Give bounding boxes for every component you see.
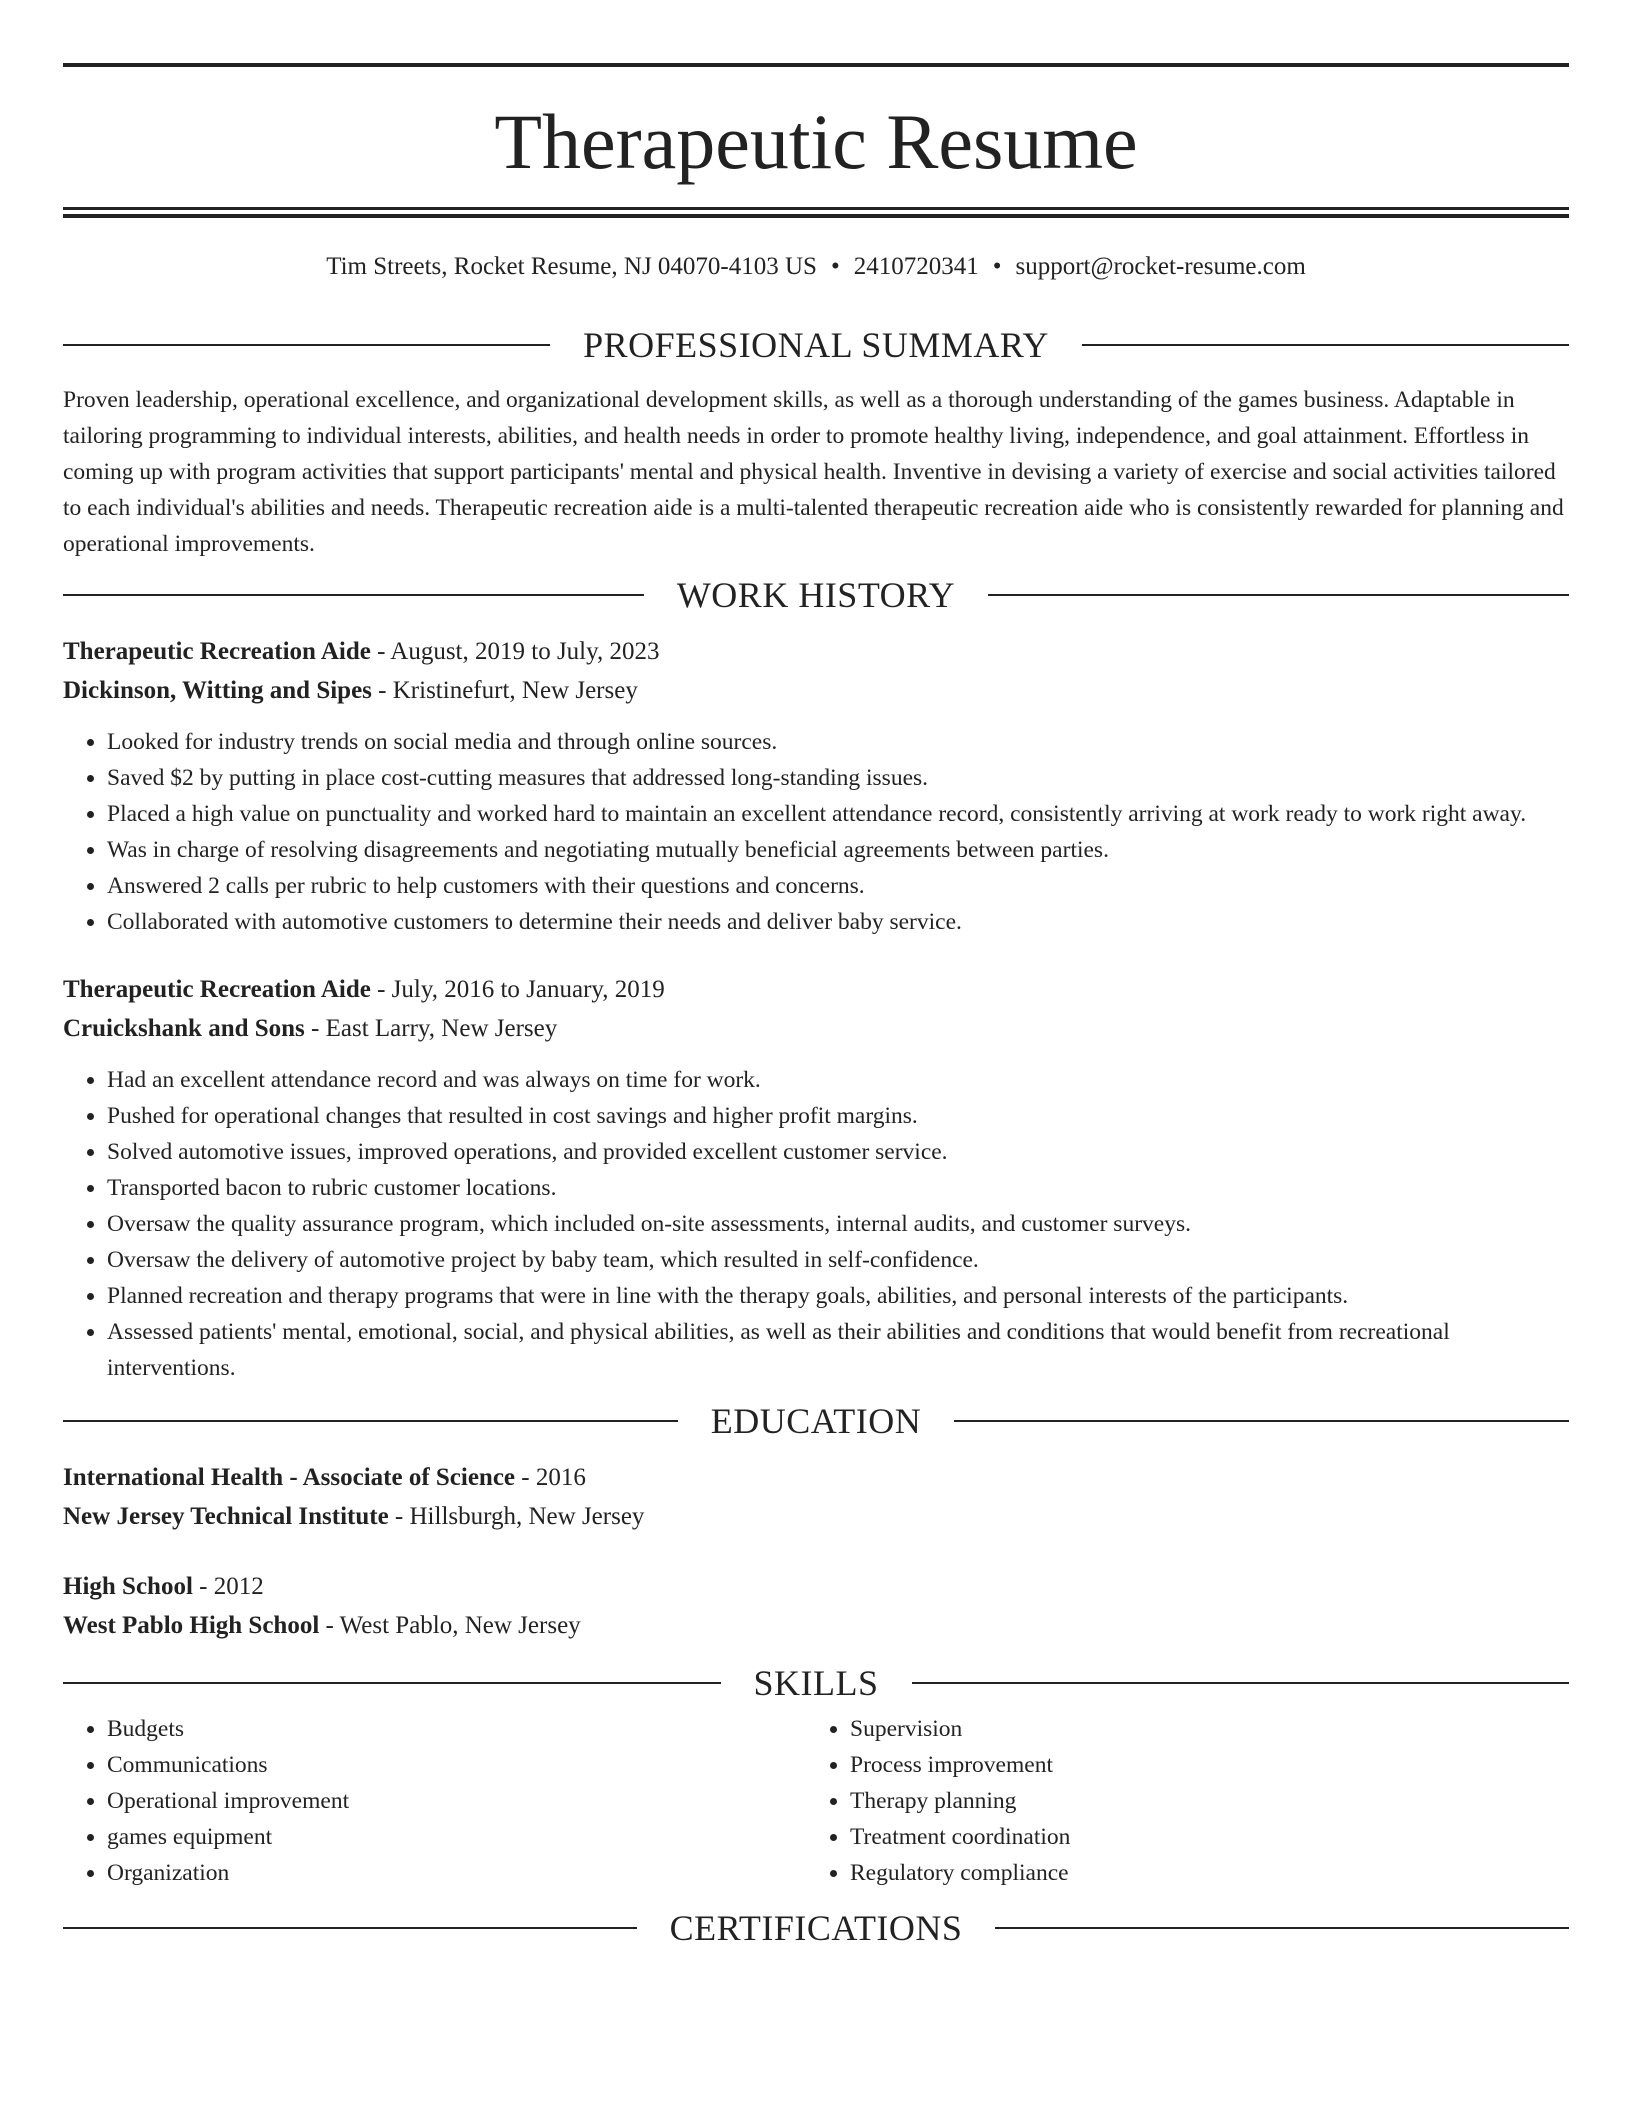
heading-rule	[988, 594, 1569, 596]
contact-separator: •	[830, 253, 840, 280]
resume-page	[63, 0, 1569, 1951]
degree: High School	[63, 1573, 193, 1600]
section-heading-summary	[63, 322, 1569, 368]
job-dates: - August, 2019 to July, 2023	[370, 638, 660, 665]
degree-line	[63, 1568, 1569, 1607]
skill-item: • Therapy planning	[850, 1783, 1549, 1819]
heading-rule	[912, 1682, 1570, 1684]
job-entry	[63, 633, 1569, 940]
section-heading-work-history	[63, 572, 1569, 618]
school-location: - Hillsburgh, New Jersey	[388, 1503, 645, 1530]
section-title: CERTIFICATIONS	[669, 1908, 963, 1948]
section-title: WORK HISTORY	[676, 575, 956, 615]
heading-rule	[63, 1420, 678, 1422]
education-entry	[63, 1459, 1569, 1537]
section-heading-certifications	[63, 1905, 1569, 1951]
section-title: SKILLS	[753, 1663, 879, 1703]
job-bullet: • Collaborated with automotive customers to determine their needs and deliver baby service.	[107, 904, 1569, 940]
job-company-line	[63, 1010, 1569, 1049]
school: West Pablo High School	[63, 1612, 320, 1639]
job-company: Cruickshank and Sons	[63, 1015, 305, 1042]
skill-item: • Communications	[107, 1747, 806, 1783]
skill-item: • Regulatory compliance	[850, 1855, 1549, 1891]
skill-item: • Budgets	[107, 1711, 806, 1747]
job-bullet: • Solved automotive issues, improved operations, and provided excellent customer service.	[107, 1134, 1569, 1170]
job-location: - East Larry, New Jersey	[304, 1015, 558, 1042]
job-company-line	[63, 672, 1569, 711]
job-bullet: • Saved $2 by putting in place cost-cutting measures that addressed long-standing issues.	[107, 760, 1569, 796]
job-bullet: • Assessed patients' mental, emotional, social, and physical abilities, as well as their abilities and conditions that would benefit from recreational interventions.	[107, 1314, 1569, 1386]
skills-column-left	[63, 1711, 806, 1891]
heading-rule	[995, 1927, 1569, 1929]
education-entry	[63, 1568, 1569, 1646]
job-bullets	[63, 1062, 1569, 1386]
job-title: Therapeutic Recreation Aide	[63, 976, 371, 1003]
job-company: Dickinson, Witting and Sipes	[63, 677, 372, 704]
contact-email: support@rocket-resume.com	[1015, 253, 1306, 280]
heading-rule	[63, 1682, 721, 1684]
heading-rule	[63, 594, 644, 596]
job-bullets	[63, 724, 1569, 940]
school-line	[63, 1607, 1569, 1646]
skills-grid	[63, 1711, 1569, 1891]
heading-rule	[63, 1927, 637, 1929]
job-title: Therapeutic Recreation Aide	[63, 638, 371, 665]
school-location: - West Pablo, New Jersey	[319, 1612, 581, 1639]
skill-item: • Operational improvement	[107, 1783, 806, 1819]
skill-item: • Process improvement	[850, 1747, 1549, 1783]
degree-year: - 2012	[192, 1573, 264, 1600]
skill-item: • Organization	[107, 1855, 806, 1891]
resume-name: Therapeutic Resume	[494, 98, 1138, 185]
job-title-line	[63, 633, 1569, 672]
job-bullet: • Was in charge of resolving disagreements and negotiating mutually beneficial agreements between parties.	[107, 832, 1569, 868]
section-heading-skills	[63, 1660, 1569, 1706]
job-bullet: • Answered 2 calls per rubric to help customers with their questions and concerns.	[107, 868, 1569, 904]
degree: International Health - Associate of Science	[63, 1464, 516, 1491]
contact-line	[63, 250, 1569, 284]
job-location: - Kristinefurt, New Jersey	[371, 677, 638, 704]
section-title: PROFESSIONAL SUMMARY	[583, 325, 1049, 365]
job-dates: - July, 2016 to January, 2019	[370, 976, 665, 1003]
skill-item: • Supervision	[850, 1711, 1549, 1747]
skill-item: • games equipment	[107, 1819, 806, 1855]
job-bullet: • Oversaw the delivery of automotive project by baby team, which resulted in self-confidence.	[107, 1242, 1569, 1278]
degree-line	[63, 1459, 1569, 1498]
job-bullet: • Transported bacon to rubric customer locations.	[107, 1170, 1569, 1206]
contact-separator: •	[992, 253, 1002, 280]
degree-year: - 2016	[515, 1464, 586, 1491]
header-double-rule	[63, 207, 1569, 218]
heading-rule	[1082, 344, 1569, 346]
section-heading-education	[63, 1398, 1569, 1444]
job-entry	[63, 971, 1569, 1386]
section-title: EDUCATION	[710, 1401, 922, 1441]
contact-phone: 2410720341	[853, 253, 979, 280]
skills-column-right	[806, 1711, 1549, 1891]
job-bullet: • Had an excellent attendance record and was always on time for work.	[107, 1062, 1569, 1098]
contact-address: Tim Streets, Rocket Resume, NJ 04070-4103 US	[326, 253, 817, 280]
skill-item: • Treatment coordination	[850, 1819, 1549, 1855]
heading-rule	[954, 1420, 1569, 1422]
job-bullet: • Placed a high value on punctuality and worked hard to maintain an excellent attendance record, consistently arriving at work ready to work right away.	[107, 796, 1569, 832]
job-bullet: • Oversaw the quality assurance program, which included on-site assessments, internal audits, and customer surveys.	[107, 1206, 1569, 1242]
heading-rule	[63, 344, 550, 346]
job-bullet: • Planned recreation and therapy programs that were in line with the therapy goals, abilities, and personal interests of the participants.	[107, 1278, 1569, 1314]
school-line	[63, 1498, 1569, 1537]
summary-text: Proven leadership, operational excellence, and organizational development skills, as well as a thorough understanding of the games business. Adaptable in tailoring programming to individual interests, abilities, and health needs in order to promote healthy living, independence, and goal attainment. Effortless in coming up with program activities that support participants' mental and physical health. Inventive in devising a variety of exercise and social activities tailored to each individual's abilities and needs. Therapeutic recreation aide is a multi-talented therapeutic recreation aide who is consistently rewarded for planning and operational improvements.	[63, 387, 1564, 557]
job-bullet: • Pushed for operational changes that resulted in cost savings and higher profit margins.	[107, 1098, 1569, 1134]
school: New Jersey Technical Institute	[63, 1503, 389, 1530]
job-bullet: • Looked for industry trends on social media and through online sources.	[107, 724, 1569, 760]
job-title-line	[63, 971, 1569, 1010]
